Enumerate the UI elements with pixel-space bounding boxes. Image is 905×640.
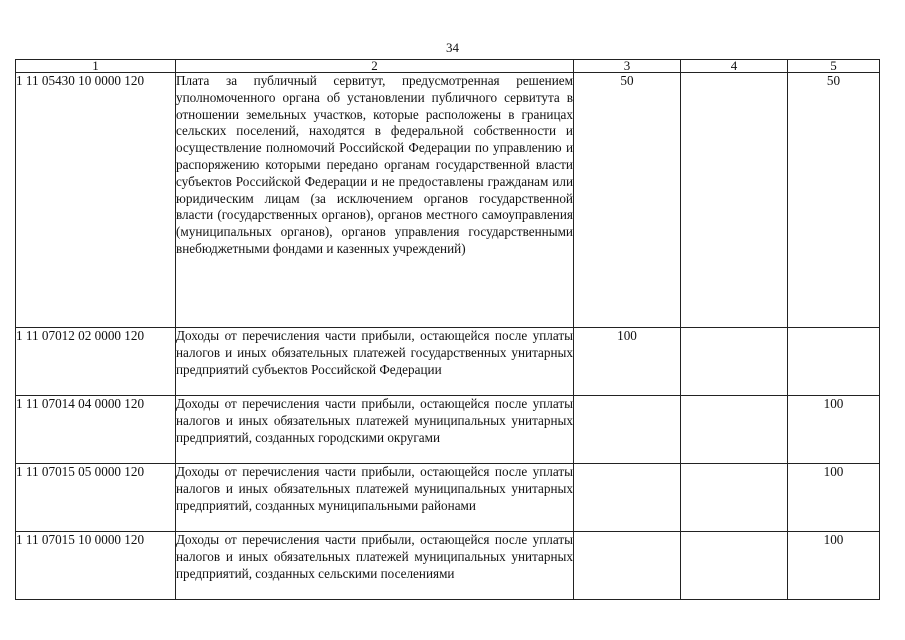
table-row	[16, 73, 880, 328]
table-row	[16, 328, 880, 396]
value-cell-col5: 50	[788, 73, 880, 328]
budget-code-cell: 1 11 07015 05 0000 120	[16, 464, 176, 532]
value-cell-col4	[681, 328, 788, 396]
table-header-row	[16, 60, 880, 73]
table-row	[16, 532, 880, 600]
description-cell: Доходы от перечисления части прибыли, остающейся после уплаты налогов и иных обязательных платежей государственных унитарных предприятий субъектов Российской Федерации	[176, 328, 574, 396]
table-row	[16, 396, 880, 464]
budget-code-cell: 1 11 05430 10 0000 120	[16, 73, 176, 328]
value-cell-col5	[788, 328, 880, 396]
page-number: 34	[446, 40, 459, 55]
table-row	[16, 464, 880, 532]
value-cell-col4	[681, 396, 788, 464]
column-header: 4	[681, 60, 788, 73]
description-cell: Плата за публичный сервитут, предусмотренная решением уполномоченного органа об установлении публичного сервитута в отношении земельных участков, которые расположены в границах сельских поселений, находятся в федеральной собственности и осуществление полномочий Российской Федерации по управлению и распоряжению которыми передано органам государственной власти субъектов Российской Федерации и не предоставлены гражданам или юридическим лицам (за исключением органов государственной власти (государственных органов), органов местного самоуправления (муниципальных органов), органов управления государственными внебюджетными фондами и казенных учреждений)	[176, 73, 574, 328]
value-cell-col4	[681, 73, 788, 328]
budget-code-cell: 1 11 07014 04 0000 120	[16, 396, 176, 464]
value-cell-col3	[574, 396, 681, 464]
value-cell-col3	[574, 532, 681, 600]
revenue-table	[15, 59, 880, 600]
value-cell-col4	[681, 464, 788, 532]
value-cell-col4	[681, 532, 788, 600]
value-cell-col5: 100	[788, 396, 880, 464]
value-cell-col3	[574, 464, 681, 532]
value-cell-col3: 100	[574, 328, 681, 396]
column-header: 3	[574, 60, 681, 73]
column-header: 5	[788, 60, 880, 73]
value-cell-col5: 100	[788, 464, 880, 532]
column-header: 1	[16, 60, 176, 73]
column-header: 2	[176, 60, 574, 73]
description-cell: Доходы от перечисления части прибыли, остающейся после уплаты налогов и иных обязательных платежей муниципальных унитарных предприятий, созданных сельскими поселениями	[176, 532, 574, 600]
value-cell-col5: 100	[788, 532, 880, 600]
description-cell: Доходы от перечисления части прибыли, остающейся после уплаты налогов и иных обязательных платежей муниципальных унитарных предприятий, созданных муниципальными районами	[176, 464, 574, 532]
value-cell-col3: 50	[574, 73, 681, 328]
budget-code-cell: 1 11 07012 02 0000 120	[16, 328, 176, 396]
description-cell: Доходы от перечисления части прибыли, остающейся после уплаты налогов и иных обязательных платежей муниципальных унитарных предприятий, созданных городскими округами	[176, 396, 574, 464]
budget-code-cell: 1 11 07015 10 0000 120	[16, 532, 176, 600]
